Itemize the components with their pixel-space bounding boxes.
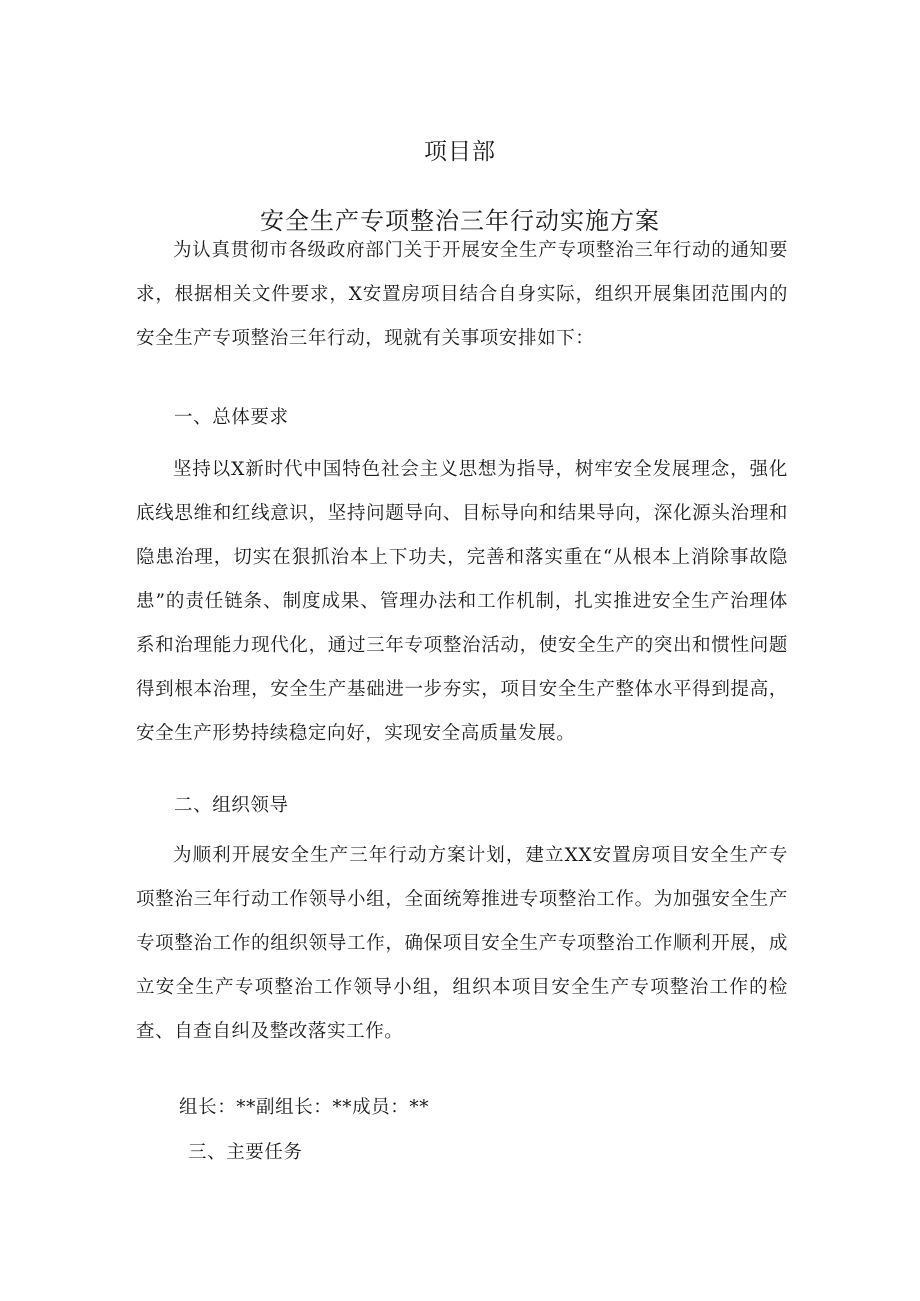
section3-heading: 三、主要任务	[188, 1142, 303, 1163]
intro-paragraph: 为认真贯彻市各级政府部门关于开展安全生产专项整治三年行动的通知要求，根据相关文件要求，X安置房项目结合自身实际，组织开展集团范围内的安全生产专项整治三年行动，现就有关事项安排如下：	[136, 240, 788, 349]
members-line: 组长：**副组长：**成员：**	[179, 1097, 430, 1118]
document-title-line2: 安全生产专项整治三年行动实施方案	[260, 207, 660, 235]
document-title-line1: 项目部	[424, 139, 496, 165]
section1-heading: 一、总体要求	[174, 407, 289, 428]
section2-paragraph: 为顺利开展安全生产三年行动方案计划，建立XX安置房项目安全生产专项整治三年行动工作领导小组，全面统筹推进专项整治工作。为加强安全生产专项整治工作的组织领导工作，确保项目安全生产专项整治工作顺利开展，成立安全生产专项整治工作领导小组，组织本项目安全生产专项整治工作的检查、自查自纠及整改落实工作。	[136, 845, 788, 1042]
section1-paragraph: 坚持以X新时代中国特色社会主义思想为指导，树牢安全发展理念，强化底线思维和红线意识，坚持问题导向、目标导向和结果导向，深化源头治理和隐患治理，切实在狠抓治本上下功夫，完善和落实重在“从根本上消除事故隐患”的责任链条、制度成果、管理办法和工作机制，扎实推进安全生产治理体系和治理能力现代化，通过三年专项整治活动，使安全生产的突出和惯性问题得到根本治理，安全生产基础进一步夯实，项目安全生产整体水平得到提高，安全生产形势持续稳定向好，实现安全高质量发展。	[136, 459, 788, 744]
section2-heading: 二、组织领导	[174, 795, 289, 816]
